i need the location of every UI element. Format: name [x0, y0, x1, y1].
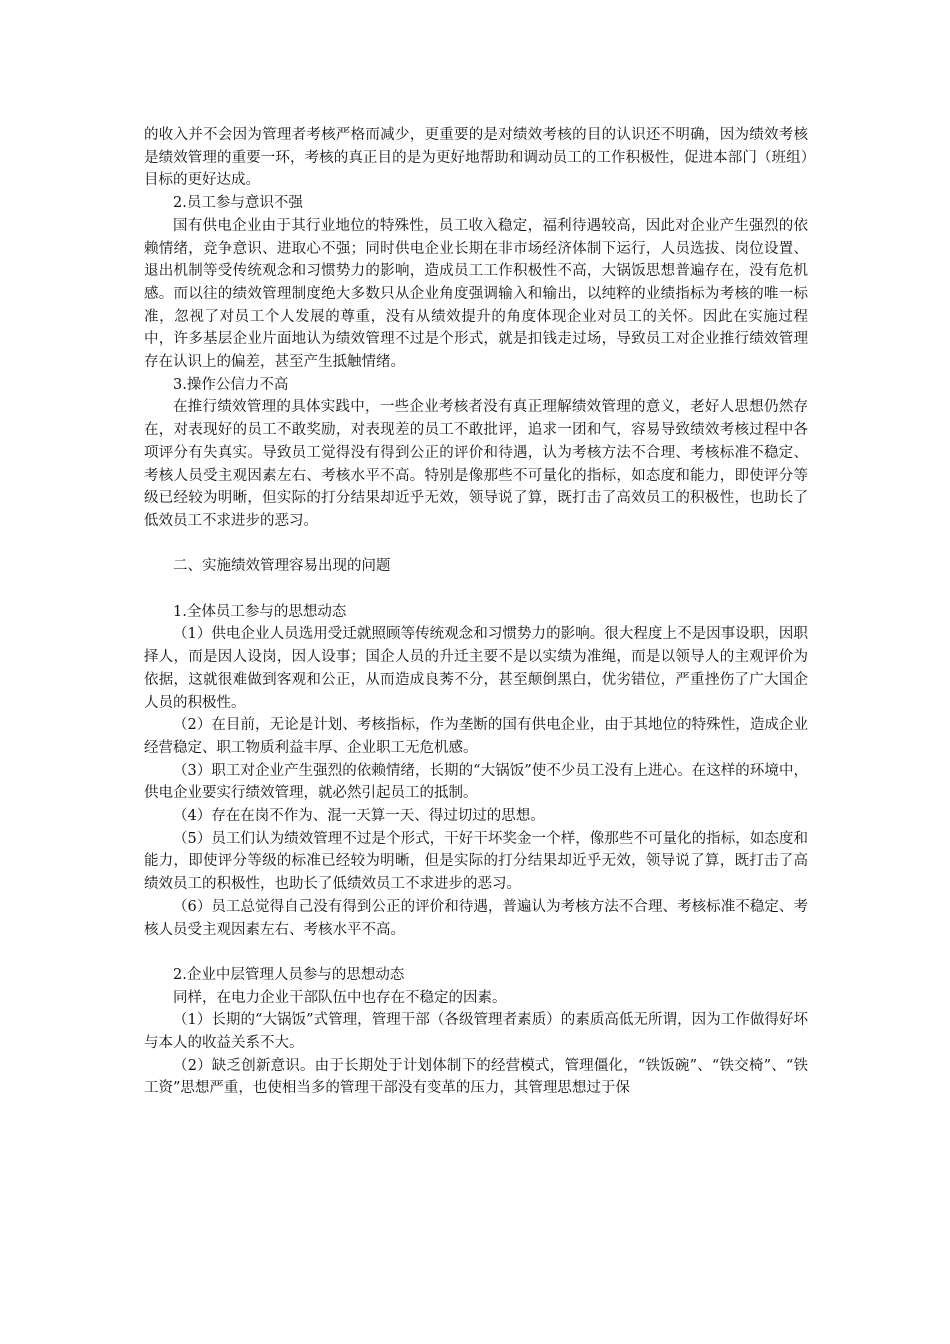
paragraph: 在推行绩效管理的具体实践中，一些企业考核者没有真正理解绩效管理的意义，老好人思想仍然存在，对表现好的员工不敢奖励，对表现差的员工不敢批评，追求一团和气，容易导致绩效考核过程中各项评分有失真实。导致员工觉得没有得到公正的评价和待遇，认为考核方法不合理、考核标准不稳定、考核人员受主观因素左右、考核水平不高。特别是像那些不可量化的指标，如态度和能力，即使评分等级已经较为明晰，但实际的打分结果却近乎无效，领导说了算，既打击了高效员工的积极性，也助长了低效员工不求进步的恶习。 — [144, 399, 808, 529]
section-heading: 2.企业中层管理人员参与的思想动态 — [173, 966, 405, 983]
document-page — [144, 124, 808, 1100]
section-heading: 2.员工参与意识不强 — [173, 195, 303, 212]
list-paragraph: （5）员工们认为绩效管理不过是个形式，干好干坏奖金一个样，像那些不可量化的指标，如态度和能力，即使评分等级的标准已经较为明晰，但是实际的打分结果却近乎无效，领导说了算，既打击了高绩效员工的积极性，也助长了低绩效员工不求进步的恶习。 — [144, 830, 808, 893]
section-heading: 3.操作公信力不高 — [173, 376, 289, 393]
blank-line — [144, 578, 808, 601]
paragraph: 同样，在电力企业干部队伍中也存在不稳定的因素。 — [173, 989, 507, 1006]
list-paragraph: （6）员工总觉得自己没有得到公正的评价和待遇，普遍认为考核方法不合理、考核标准不稳定、考核人员受主观因素左右、考核水平不高。 — [144, 898, 808, 938]
blank-line — [144, 533, 808, 556]
paragraph-continuation: 的收入并不会因为管理者考核严格而减少，更重要的是对绩效考核的目的认识还不明确，因为绩效考核是绩效管理的重要一环，考核的真正目的是为更好地帮助和调动员工的工作积极性，促进本部门（班组）目标的更好达成。 — [144, 127, 808, 189]
section-heading: 1.全体员工参与的思想动态 — [173, 603, 347, 620]
list-paragraph: （2）在目前，无论是计划、考核指标，作为垄断的国有供电企业，由于其地位的特殊性，造成企业经营稳定、职工物质利益丰厚、企业职工无危机感。 — [144, 717, 808, 756]
blank-line — [144, 941, 808, 964]
chapter-heading: 二、实施绩效管理容易出现的问题 — [173, 558, 391, 575]
paragraph: 国有供电企业由于其行业地位的特殊性，员工收入稳定，福利待遇较高，因此对企业产生强烈的依赖情绪，竞争意识、进取心不强；同时供电企业长期在非市场经济体制下运行，人员选拔、岗位设置、退出机制等受传统观念和习惯势力的影响，造成员工工作积极性不高，大锅饭思想普遍存在，没有危机感。而以往的绩效管理制度绝大多数只从企业角度强调输入和输出，以纯粹的业绩指标为考核的唯一标准，忽视了对员工个人发展的尊重，没有从绩效提升的角度体现企业对员工的关怀。因此在实施过程中，许多基层企业片面地认为绩效管理不过是个形式，就是扣钱走过场，导致员工对企业推行绩效管理存在认识上的偏差，甚至产生抵触情绪。 — [144, 217, 808, 371]
list-paragraph: （3）职工对企业产生强烈的依赖情绪，长期的“大锅饭”使不少员工没有上进心。在这样的环境中，供电企业要实行绩效管理，就必然引起员工的抵制。 — [144, 762, 808, 802]
list-paragraph: （2）缺乏创新意识。由于长期处于计划体制下的经营模式，管理僵化，“铁饭碗”、“铁交椅”、“铁工资”思想严重，也使相当多的管理干部没有变革的压力，其管理思想过于保 — [144, 1057, 808, 1097]
list-paragraph: （4）存在在岗不作为、混一天算一天、得过切过的思想。 — [173, 808, 545, 825]
list-paragraph: （1）长期的“大锅饭”式管理，管理干部（各级管理者素质）的素质高低无所谓，因为工作做得好坏与本人的收益关系不大。 — [144, 1012, 808, 1052]
list-paragraph: （1）供电企业人员选用受迁就照顾等传统观念和习惯势力的影响。很大程度上不是因事设职，因职择人，而是因人设岗，因人设事；国企人员的升迁主要不是以实绩为准绳，而是以领导人的主观评价为依据，这就很难做到客观和公正，从而造成良莠不分，甚至颠倒黑白，优劣错位，严重挫伤了广大国企人员的积极性。 — [144, 626, 808, 711]
